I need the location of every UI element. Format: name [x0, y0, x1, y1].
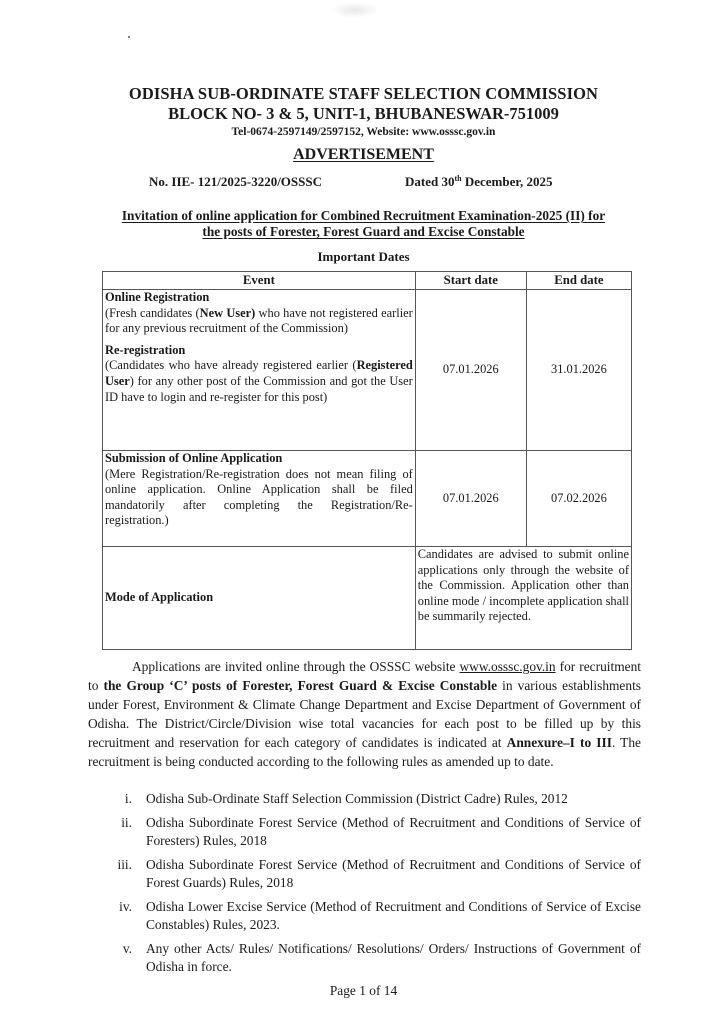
event-title: Submission of Online Application	[105, 451, 283, 465]
list-item-text: Odisha Sub-Ordinate Staff Selection Commission (District Cadre) Rules, 2012	[146, 791, 568, 806]
event-cell: Mode of Application	[103, 547, 416, 650]
date-prefix: Dated 30	[405, 174, 455, 189]
list-item-number: iv.	[119, 899, 132, 914]
event-cell	[103, 451, 416, 547]
org-contact: Tel-0674-2597149/2597152, Website: www.osssc.gov.in	[231, 126, 496, 138]
list-item-text: Any other Acts/ Rules/ Notifications/ Resolutions/ Orders/ Instructions of Government of Odisha in force.	[146, 941, 641, 974]
event-cell	[103, 290, 416, 451]
important-dates-table	[102, 271, 632, 650]
list-item	[88, 940, 641, 976]
list-item-text: Odisha Subordinate Forest Service (Method of Recruitment and Conditions of Service of Foresters) Rules, 2018	[146, 815, 641, 848]
invitation-line-2: the posts of Forester, Forest Guard and Excise Constable	[202, 224, 525, 239]
start-date-cell: 07.01.2026	[415, 290, 526, 451]
list-item	[88, 898, 641, 934]
event-title: Re-registration	[105, 342, 186, 357]
event-title: Online Registration	[105, 290, 210, 304]
end-date-cell: 07.02.2026	[526, 451, 631, 547]
event-desc: (Mere Registration/Re-registration does not mean filing of online application. Online Application shall be filed mandatorily after completing the Registration/Re-registration.)	[105, 466, 413, 528]
scan-speck	[128, 36, 130, 38]
col-header-end-date: End date	[526, 272, 631, 290]
important-dates-title: Important Dates	[317, 249, 410, 264]
table-row	[103, 290, 632, 451]
col-header-start-date: Start date	[415, 272, 526, 290]
date-suffix: December, 2025	[461, 174, 553, 189]
invitation-line-1: Invitation of online application for Combined Recruitment Examination-2025 (II) for	[121, 208, 606, 223]
advertisement-title: ADVERTISEMENT	[293, 146, 434, 163]
org-address: BLOCK NO- 3 & 5, UNIT-1, BHUBANESWAR-751009	[168, 104, 559, 123]
org-name: ODISHA SUB-ORDINATE STAFF SELECTION COMMISSION	[128, 84, 599, 103]
list-item-number: ii.	[121, 815, 132, 830]
reference-number: No. IIE- 121/2025-3220/OSSSC	[149, 174, 322, 189]
list-item-number: i.	[124, 791, 132, 806]
list-item-text: Odisha Lower Excise Service (Method of Recruitment and Conditions of Service of Excise Constables) Rules, 2023.	[146, 899, 641, 932]
table-row	[103, 547, 632, 650]
date-ordinal: th	[454, 174, 462, 183]
list-item	[88, 856, 641, 892]
list-item-number: iii.	[117, 857, 132, 872]
table-row	[103, 451, 632, 547]
rules-list	[88, 790, 641, 982]
col-header-event: Event	[103, 272, 416, 290]
scan-smudge	[330, 2, 380, 18]
invitation-heading	[0, 208, 727, 240]
event-desc: (Fresh candidates (New User) who have not registered earlier for any previous recruitment of the Commission)	[105, 305, 413, 336]
page-number: Page 1 of 14	[329, 983, 398, 998]
mode-note-cell: Candidates are advised to submit online applications only through the website of the Commission. Application other than online mode / incomplete application shall be summarily rejected.	[415, 547, 631, 650]
intro-paragraph: Applications are invited online through the OSSSC website www.osssc.gov.in for recruitment to the Group ‘C’ posts of Forester, Forest Guard & Excise Constable in various establishments under Forest, Environment & Climate Change Department and Excise Department of Government of Odisha. The District/Circle/Division wise total vacancies for each post to be filled up by this recruitment and reservation for each category of candidates is indicated at Annexure–I to III. The recruitment is being conducted according to the following rules as amended up to date.	[88, 659, 642, 769]
list-item-text: Odisha Subordinate Forest Service (Method of Recruitment and Conditions of Service of Forest Guards) Rules, 2018	[146, 857, 641, 890]
osssc-website-link[interactable]: www.osssc.gov.in	[459, 659, 556, 674]
end-date-cell: 31.01.2026	[526, 290, 631, 451]
list-item	[88, 790, 641, 808]
list-item	[88, 814, 641, 850]
list-item-number: v.	[122, 941, 132, 956]
table-header-row	[103, 272, 632, 290]
event-desc: (Candidates who have already registered earlier (Registered User) for any other post of the Commission and got the User ID have to login and re-register for this post)	[105, 358, 413, 404]
issue-date	[405, 174, 552, 190]
start-date-cell: 07.01.2026	[415, 451, 526, 547]
document-type-heading	[0, 145, 727, 165]
